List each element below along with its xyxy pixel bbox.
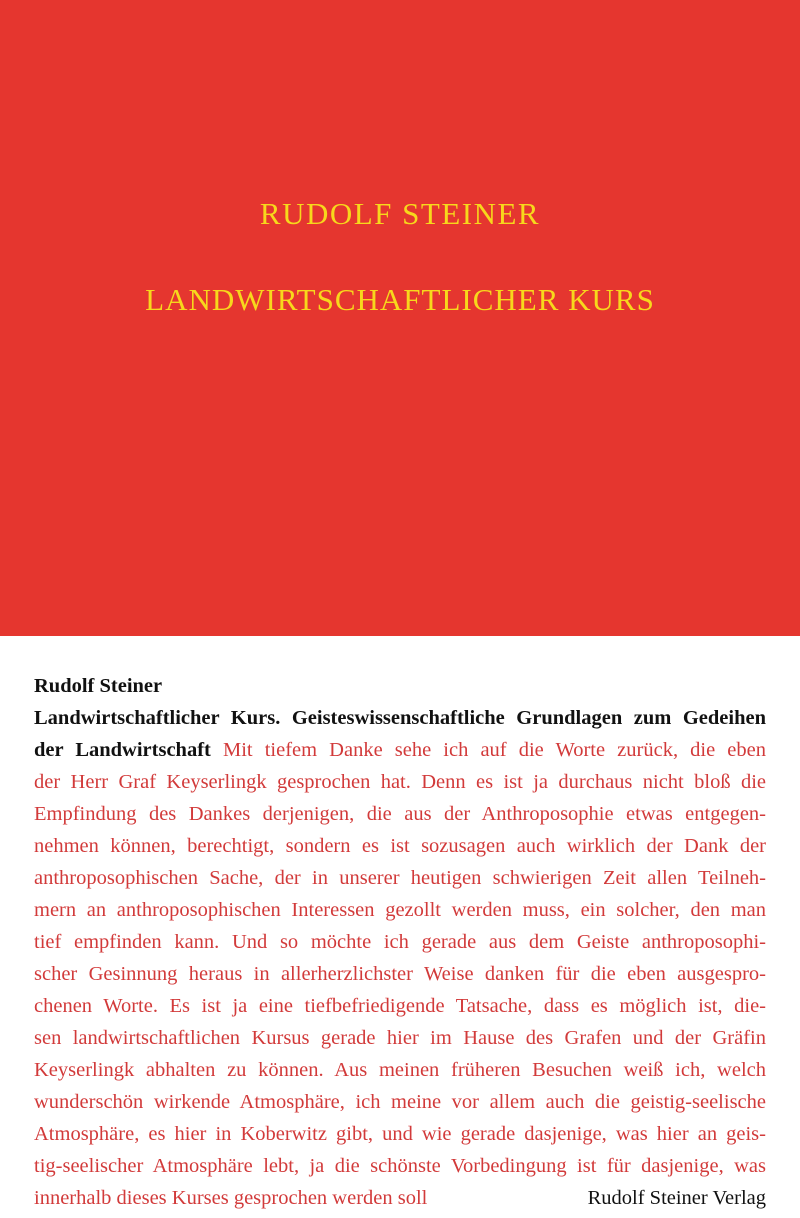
excerpt-line: anthroposophischen Sache, der in unserer heutigen schwierigen Zeit allen Teilneh-	[34, 867, 766, 889]
excerpt-last-line	[34, 1182, 766, 1214]
excerpt-line: tief empfinden kann. Und so möchte ich gerade aus dem Geiste anthroposophi-	[34, 931, 766, 953]
excerpt-line: tig-seelischer Atmosphäre lebt, ja die schönste Vorbedingung ist für dasjenige, was	[34, 1155, 766, 1177]
excerpt-line: mern an anthroposophischen Interessen gezollt werden muss, ein solcher, den man	[34, 899, 766, 921]
excerpt-line: Keyserlingk abhalten zu können. Aus meinen früheren Besuchen weiß ich, welch	[34, 1059, 766, 1081]
full-title-line-2	[34, 734, 766, 766]
excerpt-line: scher Gesinnung heraus in allerherzlichster Weise danken für die eben ausgespro-	[34, 963, 766, 985]
cover-title: LANDWIRTSCHAFTLICHER KURS	[145, 282, 655, 317]
excerpt-line: wunderschön wirkende Atmosphäre, ich meine vor allem auch die geistig-seelische	[34, 1091, 766, 1113]
excerpt-line: nehmen können, berechtigt, sondern es ist sozusagen auch wirklich der Dank der	[34, 835, 766, 857]
excerpt-end: innerhalb dieses Kurses gesprochen werden soll	[34, 1187, 428, 1209]
full-title-end: der Landwirtschaft	[34, 739, 211, 761]
excerpt-line: Atmosphäre, es hier in Koberwitz gibt, und wie gerade dasjenige, was hier an geis-	[34, 1123, 766, 1145]
cover-text-block	[34, 670, 766, 1214]
cover-author: RUDOLF STEINER	[259, 196, 541, 231]
full-title-line-1: Landwirtschaftlicher Kurs. Geisteswissenschaftliche Grundlagen zum Gedeihen	[34, 707, 766, 729]
excerpt-line: chenen Worte. Es ist ja eine tiefbefriedigende Tatsache, dass es möglich ist, die-	[34, 995, 766, 1017]
publisher-name: Rudolf Steiner Verlag	[587, 1187, 766, 1209]
excerpt-line: der Herr Graf Keyserlingk gesprochen hat. Denn es ist ja durchaus nicht bloß die	[34, 771, 766, 793]
author-name: Rudolf Steiner	[34, 675, 163, 697]
excerpt-start: Mit tiefem Danke sehe ich auf die Worte zurück, die eben	[222, 739, 766, 761]
excerpt-line: Empfindung des Dankes derjenigen, die aus der Anthroposophie etwas entgegen-	[34, 803, 766, 825]
excerpt-line: sen landwirtschaftlichen Kursus gerade hier im Hause des Grafen und der Gräfin	[34, 1027, 766, 1049]
